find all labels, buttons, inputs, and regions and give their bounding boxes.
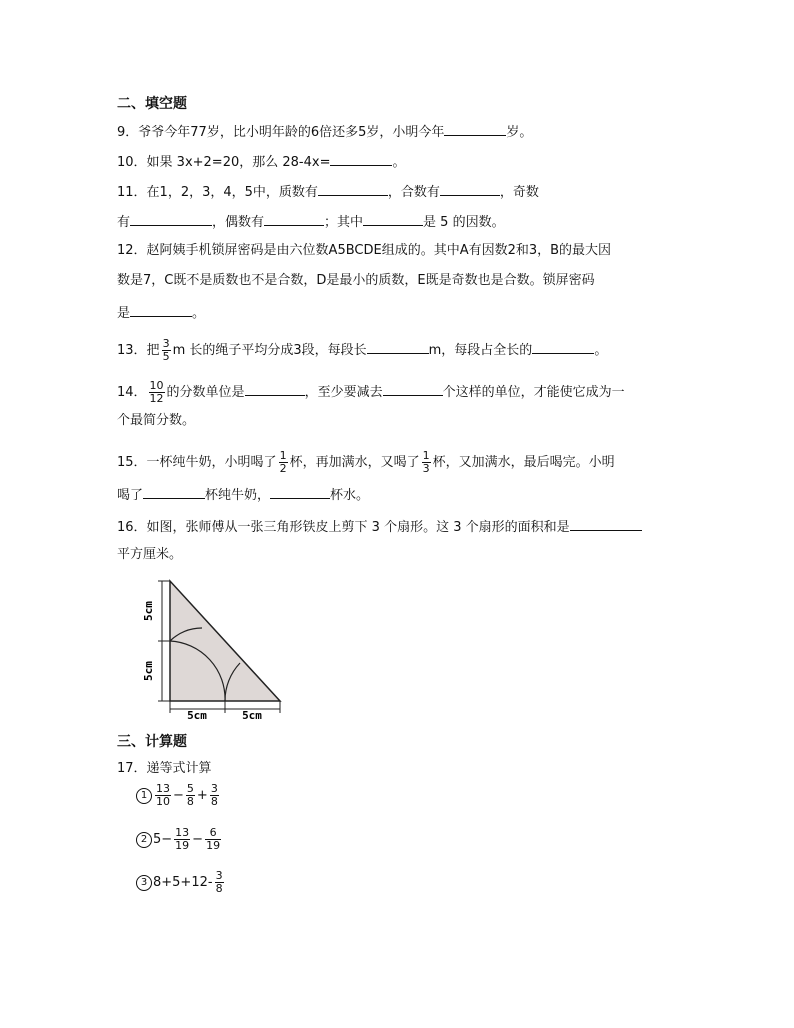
answer-blank[interactable] — [440, 181, 500, 196]
question-text: ；其中 — [324, 215, 364, 230]
question-text: 一杯纯牛奶，小明喝了 — [146, 455, 277, 470]
question-text: 个这样的单位，才能使它成为一 — [442, 385, 625, 400]
calc-item-2 — [136, 827, 223, 852]
triangle-sector-figure — [140, 576, 290, 725]
fraction: $\frac{10}{12}$ — [149, 379, 164, 405]
operator: − — [192, 832, 204, 847]
question-text: 是 — [117, 306, 131, 321]
question-10 — [117, 151, 405, 172]
question-12 — [117, 242, 611, 260]
fraction: $\frac{3}{8}$ — [210, 782, 218, 808]
answer-blank[interactable] — [130, 302, 192, 317]
calc-item-3 — [136, 870, 226, 895]
question-text: ，偶数有 — [212, 215, 265, 230]
question-number: 16． — [117, 520, 147, 535]
question-text: 喝了 — [117, 488, 144, 503]
question-number: 11． — [117, 185, 147, 200]
question-number: 10． — [117, 155, 147, 170]
question-9 — [117, 121, 532, 142]
operator: − — [173, 788, 184, 803]
section-title-fill-blank: 二、填空题 — [117, 96, 187, 112]
calc-item-1 — [136, 783, 221, 808]
question-13 — [117, 338, 607, 363]
question-text: 杯，又加满水，最后喝完。小明 — [432, 455, 615, 470]
question-text: 赵阿姨手机锁屏密码是由六位数A5BCDE组成的。其中A有因数2和3，B的最大因 — [146, 243, 612, 258]
answer-blank[interactable] — [318, 181, 388, 196]
question-11 — [117, 181, 539, 202]
question-text: 是 5 的因数。 — [423, 215, 505, 230]
question-number: 14． — [117, 385, 147, 400]
question-text: 杯水。 — [330, 488, 370, 503]
answer-blank[interactable] — [130, 211, 212, 226]
item-marker: 1 — [136, 788, 152, 804]
question-number: 9． — [117, 125, 139, 140]
operator: + — [196, 788, 208, 803]
question-text: 爷爷今年77岁，比小明年龄的6倍还多5岁，小明今年 — [138, 125, 445, 140]
section-title-calculation: 三、计算题 — [117, 734, 187, 750]
question-text: 岁。 — [506, 125, 533, 140]
fraction: $\frac{13}{19}$ — [175, 826, 190, 852]
question-text: ，合数有 — [387, 185, 440, 200]
question-text: 如果 3x+2=20，那么 28-4x= — [146, 155, 331, 170]
question-15 — [117, 450, 615, 475]
answer-blank[interactable] — [367, 339, 429, 354]
question-12-line2: 数是7，C既不是质数也不是合数，D是最小的质数，E既是奇数也是合数。锁屏密码 — [117, 273, 595, 288]
question-number: 17． — [117, 761, 147, 776]
question-16 — [117, 516, 642, 537]
question-16-line2: 平方厘米。 — [117, 547, 183, 562]
answer-blank[interactable] — [363, 211, 423, 226]
fraction: $\frac{13}{10}$ — [156, 782, 170, 808]
expression-lead: 5− — [153, 832, 173, 847]
answer-blank[interactable] — [270, 484, 330, 499]
fraction: $\frac{3}{5}$ — [162, 337, 170, 363]
question-text: 递等式计算 — [146, 761, 212, 776]
answer-blank[interactable] — [383, 381, 443, 396]
fraction: $\frac{1}{3}$ — [422, 449, 430, 475]
question-text: 的分数单位是 — [166, 385, 245, 400]
question-text: 。 — [192, 306, 206, 321]
question-17 — [117, 760, 212, 778]
question-text: 杯纯牛奶， — [205, 488, 271, 503]
answer-blank[interactable] — [143, 484, 205, 499]
answer-blank[interactable] — [330, 151, 392, 166]
answer-blank[interactable] — [245, 381, 305, 396]
question-15-line2 — [117, 484, 369, 505]
question-text: m，每段占全长的 — [428, 343, 533, 358]
triangle-figure-svg — [140, 576, 290, 721]
label-left-bottom: 5cm — [142, 661, 155, 681]
answer-blank[interactable] — [444, 121, 506, 136]
question-text: ，至少要减去 — [304, 385, 383, 400]
question-text: ，奇数 — [499, 185, 539, 200]
label-bottom-left: 5cm — [187, 709, 207, 721]
item-marker: 2 — [136, 832, 152, 848]
label-bottom-right: 5cm — [242, 709, 262, 721]
question-text: 有 — [117, 215, 131, 230]
answer-blank[interactable] — [532, 339, 594, 354]
question-text: 在1，2，3，4，5中，质数有 — [146, 185, 318, 200]
question-number: 15． — [117, 455, 147, 470]
triangle-shape — [170, 581, 280, 701]
fraction: $\frac{3}{8}$ — [215, 869, 223, 895]
question-number: 12． — [117, 243, 147, 258]
question-12-line3 — [117, 302, 205, 323]
fraction: $\frac{6}{19}$ — [206, 826, 221, 852]
fraction: $\frac{1}{2}$ — [279, 449, 287, 475]
fraction: $\frac{5}{8}$ — [186, 782, 194, 808]
question-14 — [117, 380, 625, 405]
item-marker: 3 — [136, 875, 152, 891]
question-text: 如图，张师傅从一张三角形铁皮上剪下 3 个扇形。这 3 个扇形的面积和是 — [146, 520, 570, 535]
answer-blank[interactable] — [570, 516, 642, 531]
question-text: 杯，再加满水，又喝了 — [289, 455, 420, 470]
question-text: 把 — [146, 343, 160, 358]
expression-lead: 8+5+12- — [153, 875, 213, 890]
question-text: 。 — [392, 155, 406, 170]
question-11-line2 — [117, 211, 505, 232]
answer-blank[interactable] — [264, 211, 324, 226]
label-left-top: 5cm — [142, 601, 155, 621]
question-text: 。 — [594, 343, 608, 358]
question-14-line2: 个最简分数。 — [117, 413, 196, 428]
question-number: 13． — [117, 343, 147, 358]
question-text: m 长的绳子平均分成3段，每段长 — [172, 343, 367, 358]
